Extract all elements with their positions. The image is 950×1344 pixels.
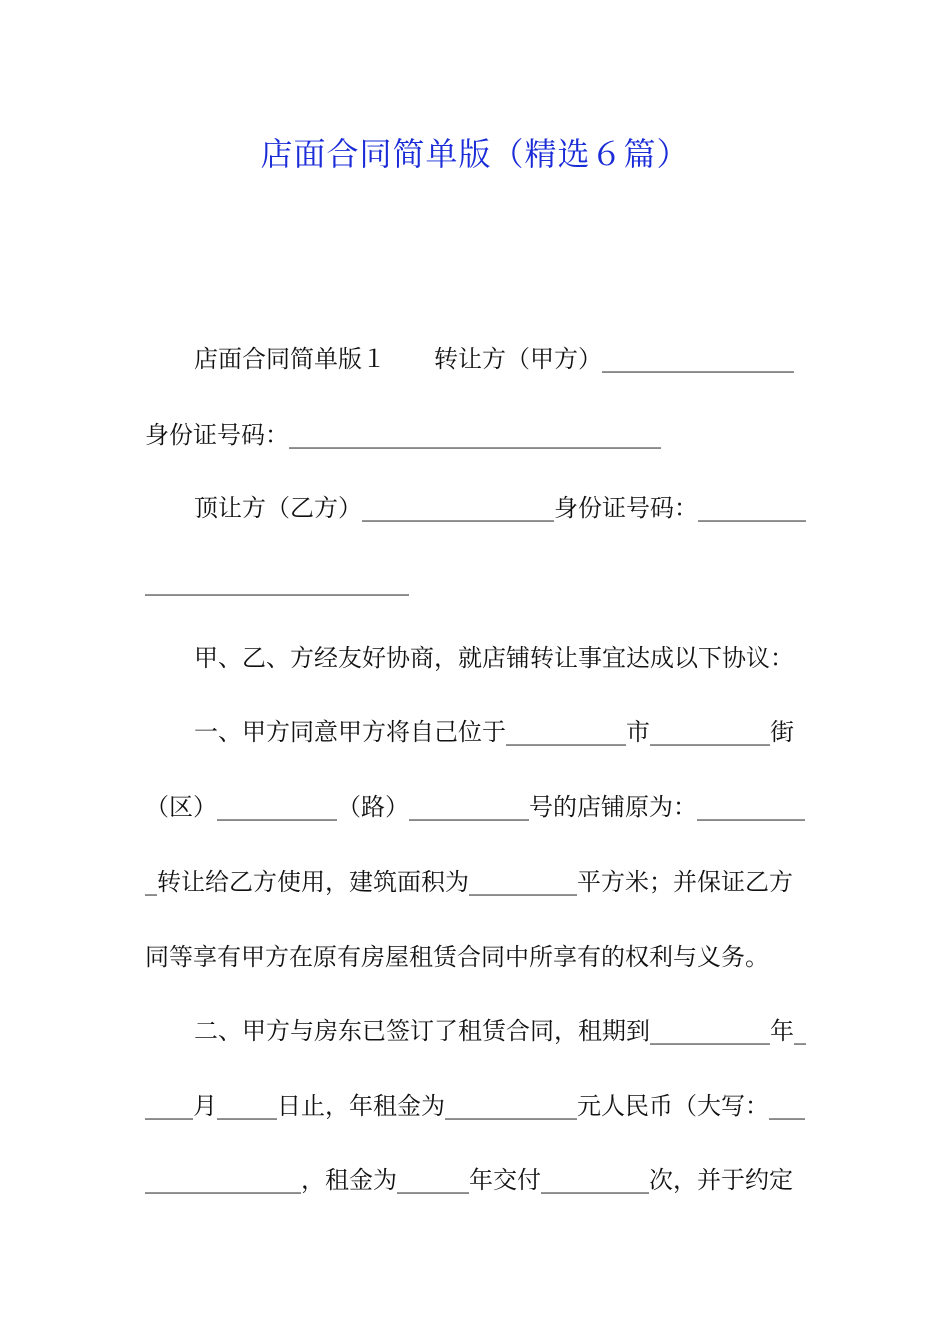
paragraph-line: _____________，租金为______年交付_________次，并于约定 bbox=[145, 1166, 793, 1194]
paragraph-line: 店面合同简单版１ 转让方（甲方）________________ bbox=[194, 345, 794, 373]
paragraph-line: 同等享有甲方在原有房屋租赁合同中所享有的权利与义务。 bbox=[145, 943, 769, 971]
paragraph-line: ____月_____日止，年租金为___________元人民币（大写：___ bbox=[145, 1092, 805, 1120]
paragraph-line: 一、甲方同意甲方将自己位于__________市__________街 bbox=[194, 718, 794, 746]
paragraph-line: （区）__________（路）__________号的店铺原为：_________ bbox=[145, 793, 805, 821]
paragraph-line: 二、甲方与房东已签订了租赁合同，租期到__________年_ bbox=[194, 1017, 806, 1045]
paragraph-line: 甲、乙、方经友好协商，就店铺转让事宜达成以下协议： bbox=[194, 644, 794, 672]
paragraph-line: 顶让方（乙方）________________身份证号码：_________ bbox=[194, 494, 806, 522]
document-title: 店面合同简单版（精选６篇） bbox=[260, 135, 690, 173]
paragraph-line: 身份证号码：_______________________________ bbox=[145, 421, 661, 449]
paragraph-line: ______________________ bbox=[145, 568, 409, 596]
paragraph-line: _转让给乙方使用，建筑面积为_________平方米；并保证乙方 bbox=[145, 868, 793, 896]
